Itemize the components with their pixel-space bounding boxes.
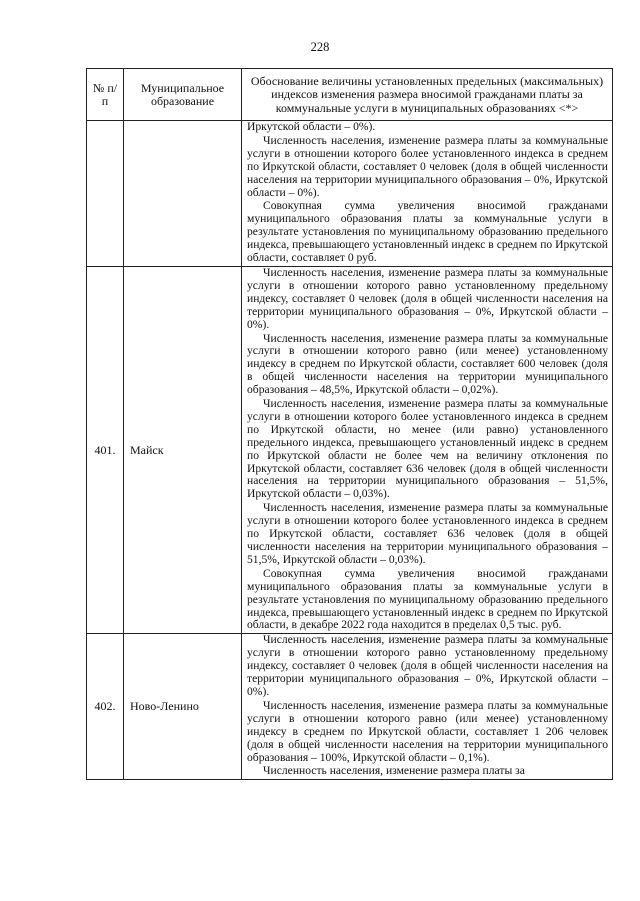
paragraph: Численность населения, изменение размера платы за коммунальные услуги в отношении которого равно (или менее) установленному индексу в среднем по Иркутской области, составляет 1 206 человек (доля в общей численности населения на территории муниципального образования – 100%, Иркутской области – 0,1%).	[247, 698, 608, 764]
paragraph: Совокупная сумма увеличения вносимой гражданами муниципального образования платы за коммунальные услуги в результате установления по муниципальному образованию предельного индекса, превышающего установленный индекс в среднем по Иркутской области, в декабре 2022 года находится в пределах 0,5 тыс. руб.	[247, 566, 608, 632]
paragraph: Совокупная сумма увеличения вносимой гражданами муниципального образования платы за коммунальные услуги в результате установления по муниципальному образованию предельного индекса, превышающего установленный индекс в среднем по Иркутской области, составляет 0 руб.	[247, 199, 608, 265]
row-number: 401.	[87, 266, 124, 633]
paragraph: Численность населения, изменение размера платы за коммунальные услуги в отношении которого равно установленному предельному индексу, составляет 0 человек (доля в общей численности населения на территории муниципального образования – 0%, Иркутской области – 0%).	[247, 633, 608, 698]
header-number: № п/п	[87, 69, 124, 121]
row-justification	[242, 634, 613, 780]
table-row	[87, 121, 613, 267]
paragraph: Численность населения, изменение размера платы за коммунальные услуги в отношении которого равно установленному предельному индексу, составляет 0 человек (доля в общей численности населения на территории муниципального образования – 0%, Иркутской области – 0%).	[247, 265, 608, 331]
row-number	[87, 121, 124, 267]
row-justification	[242, 121, 613, 267]
row-number: 402.	[87, 634, 124, 780]
paragraph: Иркутской области – 0%).	[247, 120, 376, 133]
table-row	[87, 634, 613, 780]
header-justification: Обоснование величины установленных предельных (максимальных) индексов изменения размера вносимой гражданами платы за коммунальные услуги в муниципальных образованиях <*>	[242, 69, 613, 121]
table-row	[87, 266, 613, 633]
header-municipality: Муниципальное образование	[124, 69, 242, 121]
paragraph: Численность населения, изменение размера платы за коммунальные услуги в отношении которого более установленного индекса в среднем по Иркутской области, но менее (или равно) установленного предельного индекса, превышающего установленный индекс в среднем по Иркутской области не более чем на величину отклонения по Иркутской области, составляет 636 человек (доля в общей численности населения на территории муниципального образования – 51,5%, Иркутской области – 0,03%).	[247, 397, 608, 501]
paragraph: Численность населения, изменение размера платы за коммунальные услуги в отношении которого более установленного индекса в среднем по Иркутской области, составляет 636 человек (доля в общей численности населения на территории муниципального образования – 51,5%, Иркутской области – 0,03%).	[247, 501, 608, 566]
paragraph: Численность населения, изменение размера платы за коммунальные услуги в отношении которого равно (или менее) установленному индексу в среднем по Иркутской области, составляет 600 человек (доля в общей численности населения на территории муниципального образования – 48,5%, Иркутской области – 0,02%).	[247, 331, 608, 397]
row-municipality	[124, 121, 242, 267]
table-header-row	[87, 69, 613, 121]
paragraph: Численность населения, изменение размера платы за	[263, 764, 525, 778]
paragraph: Численность населения, изменение размера платы за коммунальные услуги в отношении которого более установленного индекса в среднем по Иркутской области, составляет 0 человек (доля в общей численности населения на территории муниципального образования – 0%, Иркутской области – 0%).	[247, 133, 608, 199]
row-municipality: Ново-Ленино	[124, 634, 242, 780]
municipal-index-table	[86, 68, 613, 780]
row-justification	[242, 266, 613, 633]
page-number: 228	[310, 40, 330, 54]
row-municipality: Майск	[124, 266, 242, 633]
